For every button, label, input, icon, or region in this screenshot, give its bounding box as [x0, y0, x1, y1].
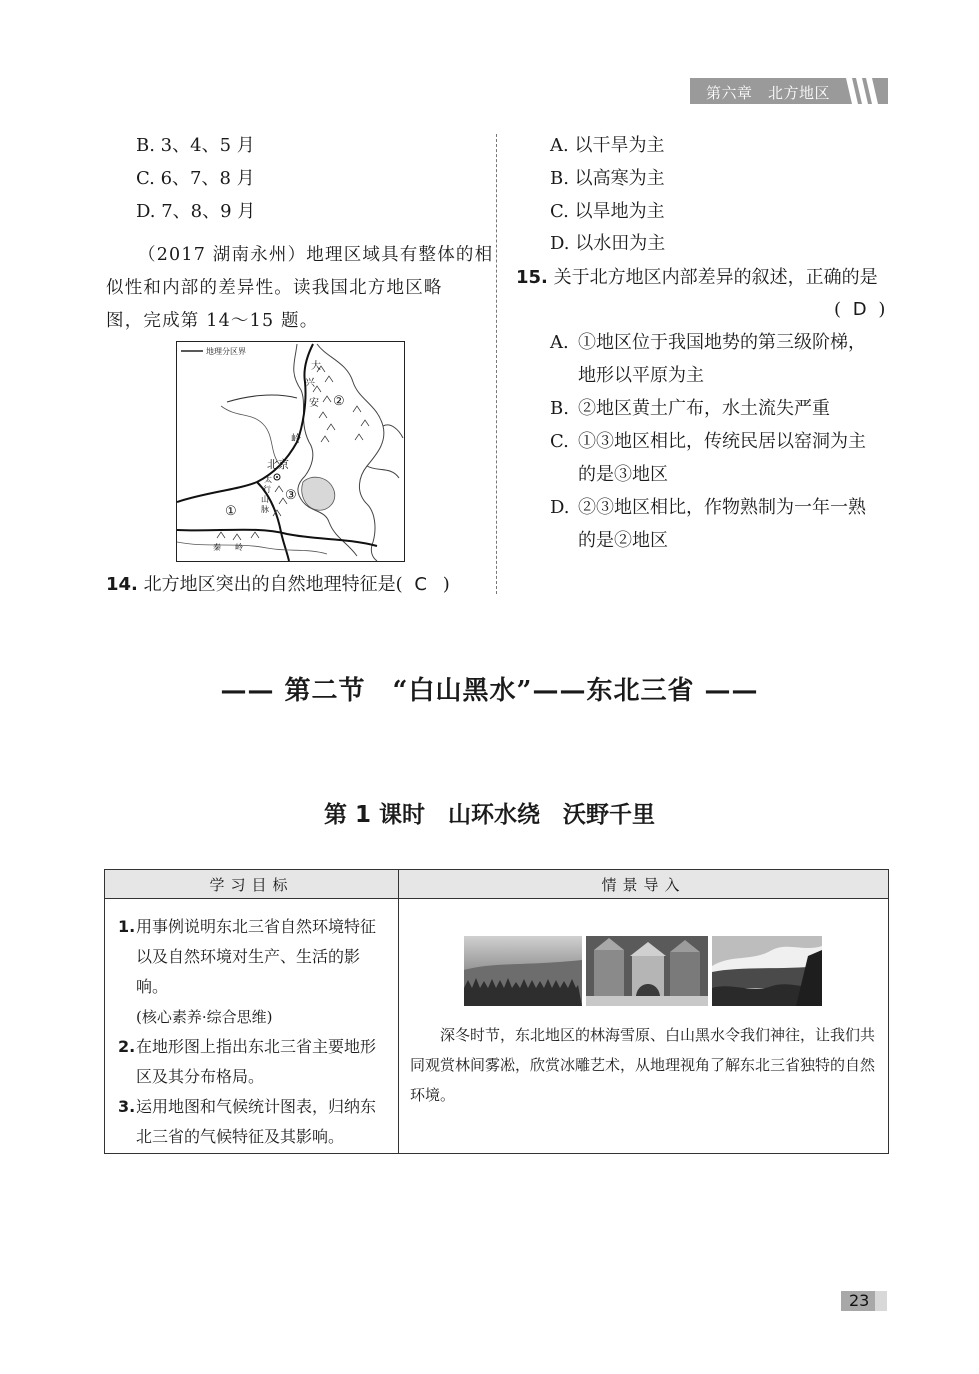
goal-item-1	[118, 912, 389, 1032]
q14-number: 14.	[106, 574, 138, 595]
q15-option-b-line-1: ②地区黄土广布，水土流失严重	[578, 398, 830, 419]
q15-answer-bracket	[834, 298, 885, 322]
map-label-tai: 太	[264, 475, 272, 484]
goal-item-2	[118, 1032, 389, 1092]
photo-strip	[400, 900, 887, 1010]
lesson-overview-table	[104, 869, 889, 1154]
q15-option-c-line-1: ①③地区相比，传统民居以窑洞为主	[578, 431, 866, 452]
q15-option-d-label: D.	[550, 497, 570, 518]
q15-option-c-line-2: 的是③地区	[578, 464, 668, 485]
header-scenario-intro: 情景导入	[399, 870, 889, 899]
scenario-intro-cell	[399, 899, 889, 1154]
map-label-qin: 秦	[213, 543, 221, 552]
ice-sculpture-photo	[586, 936, 708, 1006]
q14-option-d: D. 以水田为主	[550, 233, 666, 254]
chapter-title: 第六章 北方地区	[706, 84, 831, 102]
goal-item-3	[118, 1092, 389, 1152]
question-14	[106, 573, 450, 597]
map-label-xing: 兴	[305, 378, 315, 389]
lesson-title: 第 1 课时 山环水绕 沃野千里	[323, 802, 656, 828]
passage-line-2: 似性和内部的差异性。读我国北方地区略	[106, 278, 443, 298]
q14-option-b: B. 以高寒为主	[550, 168, 665, 189]
q15-open-paren: (	[834, 299, 842, 320]
scenario-intro-text: 深冬时节，东北地区的林海雪原、白山黑水令我们神往，让我们共同观赏林间雾凇，欣赏冰雕艺术，从地理视角了解东北三省独特的自然环境。	[410, 1026, 876, 1104]
q14-option-a: A. 以干旱为主	[550, 135, 665, 156]
chapter-header-tag	[690, 78, 888, 104]
passage-line-1: （2017 湖南永州）地理区域具有整体的相	[138, 245, 494, 265]
q15-option-a-line-2: 地形以平原为主	[578, 365, 704, 386]
forest-snowfield-photo	[464, 936, 582, 1006]
map-label-ling: 岭	[291, 434, 301, 445]
q14-answer: C	[414, 574, 427, 595]
goal-text: 以及自然环境对生产、生活的影响。	[136, 947, 361, 996]
section-title: —— 第二节 “白山黑水”——东北三省 ——	[220, 676, 759, 706]
q15-option-d-line-1: ②③地区相比，作物熟制为一年一熟	[578, 497, 866, 518]
column-divider	[496, 134, 497, 594]
q15-text: 关于北方地区内部差异的叙述，正确的是	[553, 267, 878, 288]
goal-text: 运用地图和气候统计图表，归纳东	[136, 1097, 377, 1116]
map-legend-label: 地理分区界	[206, 347, 246, 356]
q15-answer: D	[852, 299, 867, 320]
goal-text: 北三省的气候特征及其影响。	[136, 1127, 345, 1146]
goal-number: 3.	[118, 1097, 136, 1116]
map-label-shan: 山	[261, 495, 269, 504]
map-label-region-1: ①	[225, 504, 237, 519]
page-number-text: 23	[849, 1291, 870, 1310]
q14-close-paren: )	[442, 574, 450, 595]
map-label-region-2: ②	[333, 394, 345, 409]
question-15	[516, 266, 878, 290]
q15-option-d-line-2: 的是②地区	[578, 530, 668, 551]
north-region-map	[176, 341, 405, 562]
q15-option-a-label: A.	[550, 332, 569, 353]
q13-option-b: B. 3、4、5 月	[136, 135, 255, 156]
map-label-region-3: ③	[285, 488, 297, 503]
q15-option-a-line-1: ①地区位于我国地势的第三级阶梯，	[578, 332, 866, 353]
goal-text: 在地形图上指出东北三省主要地形	[136, 1037, 377, 1056]
q15-option-b-label: B.	[550, 398, 569, 419]
goal-number: 1.	[118, 917, 136, 936]
goal-text: 区及其分布格局。	[136, 1067, 265, 1086]
q14-text: 北方地区突出的自然地理特征是(	[143, 574, 403, 595]
page-number	[841, 1291, 887, 1311]
passage-line-3: 图，完成第 14～15 题。	[106, 311, 319, 331]
map-label-beijing: 北京	[267, 458, 289, 471]
map-label-ling2: 岭	[235, 543, 243, 552]
map-label-an: 安	[309, 398, 319, 409]
q13-option-d: D. 7、8、9 月	[136, 201, 256, 222]
q15-option-c-label: C.	[550, 431, 569, 452]
learning-goals-cell	[105, 899, 399, 1154]
q14-option-c: C. 以旱地为主	[550, 201, 665, 222]
goal-number: 2.	[118, 1037, 136, 1056]
map-label-mai: 脉	[261, 505, 269, 514]
header-learning-goals: 学习目标	[105, 870, 399, 899]
map-label-da: 大	[311, 361, 321, 372]
page-number-decoration	[875, 1291, 887, 1311]
q15-close-paren: )	[878, 299, 886, 320]
stripes-decoration-icon	[844, 78, 884, 104]
tianchi-lake-photo	[712, 936, 822, 1006]
map-label-hang: 行	[263, 485, 271, 494]
goal-note: (核心素养·综合思维)	[136, 1008, 273, 1026]
goal-text: 用事例说明东北三省自然环境特征	[136, 917, 377, 936]
q13-option-c: C. 6、7、8 月	[136, 168, 255, 189]
q15-number: 15.	[516, 267, 548, 288]
